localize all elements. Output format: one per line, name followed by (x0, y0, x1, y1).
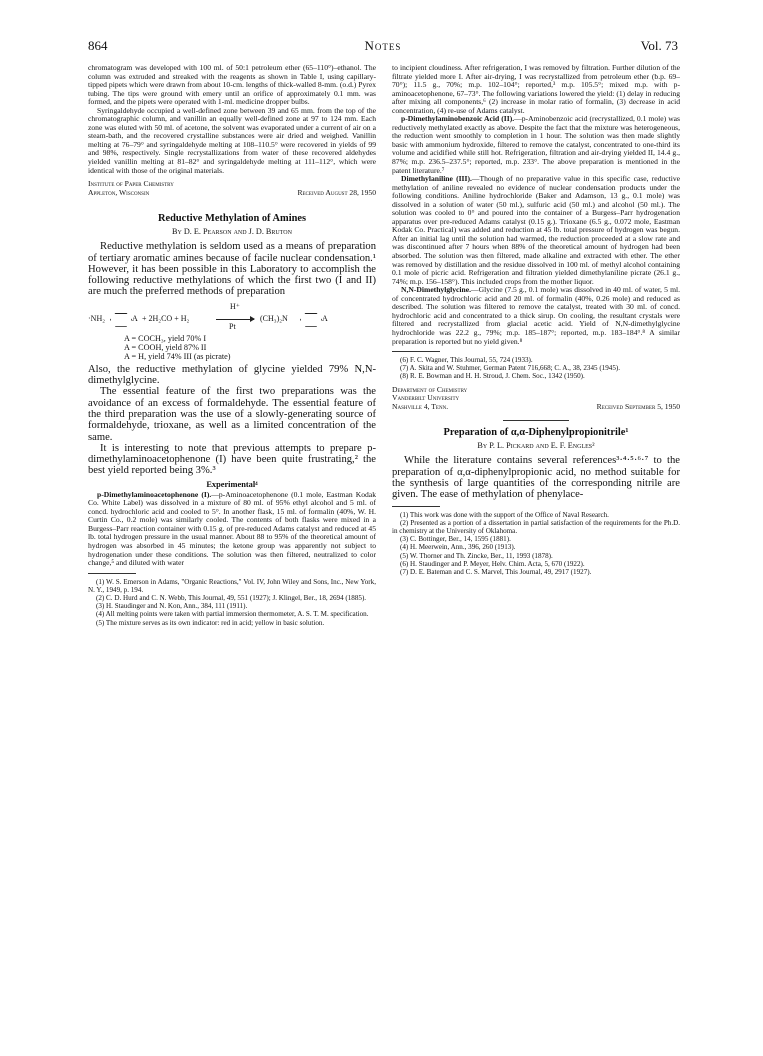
footnote-rule (88, 573, 136, 574)
run-in-heading: p-Dimethylaminobenzoic Acid (II). (401, 114, 515, 124)
footnote: (8) R. E. Bowman and H. H. Stroud, J. Chem. Soc., 1342 (1950). (400, 372, 585, 381)
footnote: (7) D. E. Bateman and C. S. Marvel, This Journal, 49, 2917 (1927). (400, 568, 592, 577)
continued-paragraph: to incipient cloudiness. After refrigeration, I was removed by filtration. Further dilution of the filtrate yielded more I. After air-drying, I was recrystallized from petroleum ether (b.p. 69–70°); 11.5 g., 70%; m.p. 102–104°; reported,³ m.p. 105.5°; mixed m.p. with p-aminoacetophenone, 67–73°. The following variations lowered the yield: (1) delay in reducing after mixing all components,⁶ (2) increase in molar ratio of formalin, (3) decrease in acid concentration, (4) re-use of Adams catalyst. (392, 64, 680, 115)
experimental-paragraph (392, 175, 680, 286)
substituent-a: A (322, 313, 328, 323)
article-title: Reductive Methylation of Amines (157, 213, 307, 225)
footnote: (5) W. Thorner and Th. Zincke, Ber., 11, 1993 (1878). (400, 551, 553, 560)
list-item: A = COCH₃, yield 70% I (124, 333, 207, 343)
footnote: (1) W. S. Emerson in Adams, "Organic Reactions," Vol. IV, John Wiley and Sons, Inc., New York, N. Y., 1949, p. 194. (88, 577, 376, 594)
catalyst-metal: Pt (229, 321, 236, 331)
reaction-arrow-icon (216, 319, 254, 320)
page-header (88, 38, 678, 56)
location: Nashville 4, Tenn. (392, 401, 449, 411)
footnote: (1) This work was done with the support of the Office of Naval Research. (400, 510, 609, 519)
body-paragraph: It is interesting to note that previous attempts to prepare p-dimethylaminoacetophenone (I) have been quite frustrating,² the best yield reported being 3%.³ (88, 442, 376, 477)
left-column (88, 64, 376, 1024)
benzene-ring-icon (300, 313, 322, 327)
received-date: Received August 28, 1950 (297, 187, 376, 197)
footnote: (6) H. Staudinger and P. Meyer, Helv. Chim. Acta, 5, 670 (1922). (400, 559, 585, 568)
amine-group: ·NH₂ (88, 313, 106, 323)
experimental-paragraph (392, 286, 680, 346)
footnote: (3) C. Bottinger, Ber., 14, 1595 (1881). (400, 535, 511, 544)
article-authors: By P. L. Pickard and E. F. Engles² (477, 441, 595, 451)
substituent-a: A (132, 313, 138, 323)
body-paragraph: The essential feature of the first two preparations was the avoidance of an excess of formaldehyde. The essential feature of the third preparation was the use of a slowly-generating source of formaldehyde, trioxane, as well as a limited concentration of the same. (88, 386, 376, 443)
experimental-paragraph (392, 115, 680, 175)
footnote: (7) A. Skita and W. Stuhmer, German Patent 716,668; C. A., 38, 2345 (1945). (400, 364, 620, 373)
list-item: A = H, yield 74% III (as picrate) (124, 351, 231, 361)
location: Appleton, Wisconsin (88, 187, 150, 197)
department: Department of Chemistry (392, 384, 468, 394)
volume-label: Vol. 73 (640, 38, 678, 53)
substituent-list (124, 334, 376, 361)
footnote: (6) F. C. Wagner, This Journal, 55, 724 (1933). (400, 356, 533, 365)
paragraph-text: —p-Aminoacetophenone (0.1 mole, Eastman Kodak Co. White Label) was dissolved in a mixture of 80 ml. of 95% ethyl alcohol and 5 ml. of concd. hydrochloric acid and cooled to 5°. In another flask, 15 ml. of formalin (40%, W. H. Curtin Co., 0.2 mole) was similarly cooled. The contents of both flasks were mixed in a Burgess–Parr reaction container with 0.15 g. of pre-reduced Adams catalyst and reduced at 45 lb. total hydrogen pressure in the usual manner. About 88 to 95% of the theoretical amount of hydrogen was absorbed in 45 minutes; the ketone group was apparently not subject to hydrogenation under these conditions. The solution was then filtered, neutralized to color change,⁵ and diluted with water (88, 489, 376, 568)
paragraph: Syringaldehyde occupied a well-defined zone between 39 and 65 mm. from the top of the chromatographic column, and vanillin an equally well-defined zone at 97 to 124 mm. Each zone was eluted with 50 ml. of acetone, the solvent was evaporated under a current of air on a steam-bath, and the recovered crystalline substances were air dried and weighed. Vanillin melting at 76–79° and syringaldehyde melting at 108–110.5° were recovered in yields of 99 and 98%, respectively. Single recrystallizations from water of these recovered aldehydes yielded vanillin melting at 81–82° and syringaldehyde melting at 111–112°, which were identical with those of the original materials. (88, 105, 376, 175)
footnote-rule (392, 506, 440, 507)
footnote: (4) All melting points were taken with partial immersion thermometer, A. S. T. M. specification. (96, 610, 369, 619)
experimental-paragraph (88, 491, 376, 568)
section-heading: Experimental⁴ (206, 479, 258, 489)
page-number: 864 (88, 38, 108, 53)
list-item: A = COOH, yield 87% II (124, 342, 207, 352)
footnote: (3) H. Staudinger and N. Kon, Ann., 384, 111 (1911). (96, 602, 248, 611)
institution: Institute of Paper Chemistry (88, 179, 174, 189)
affiliation-block (88, 180, 376, 197)
catalyst-acid: H⁺ (230, 301, 240, 311)
paragraph-text: —Though of no preparative value in this specific case, reductive methylation of aniline revealed no evidence of nuclear condensation products under the following conditions. Aniline hydrochloride (Baker and Adamson, 13 g., 0.1 mole) was dissolved in a solution of water (50 ml.), sulfuric acid (50 ml.) and alcohol (50 ml.). The solution was cooled to 0° and poured into the container of a Burgess–Parr hydrogenation apparatus over pre-reduced Adams catalyst (0.15 g.). Trioxane (6.5 g., 0.072 mole, Eastman Kodak Co. Practical) was added and reduction at 45 lb. total pressure of hydrogen was begun. After an initial lag until the solution had warmed, the reduction proceeded at a slow rate and was discontinued after 7 hours when 88% of the theoretical amount of hydrogen had been absorbed. The solution was then filtered, made alkaline and extracted with ether. The ether was removed by distillation and the residue dissolved in 100 ml. of methyl alcohol containing 0.1 mole of picric acid. Refrigeration and filtration yielded dimethylaniline picrate (26.1 g., 74%; m.p. 156–158°). This included crops from the mother liquor. (392, 174, 680, 286)
benzene-ring-icon (110, 313, 132, 327)
dimethylamino-group: (CH₃)₂N (260, 313, 288, 323)
affiliation-block (392, 386, 680, 412)
paragraph-text: —p-Aminobenzoic acid (recrystallized, 0.1 mole) was reductively methylated exactly as above. Despite the fact that the mixture was heterogeneous, the reduction went smoothly to completion in 1 hour. The solution was then made slightly basic with ammonium hydroxide, filtered to remove the catalyst, concentrated to one-third its volume and acidified while still hot. Refrigeration, filtration and air-drying yielded II, 14.4 g., 87%; m.p. 236.5–237.5°; reported, m.p. 233°. The above preparation is mentioned in the patent literature.⁷ (392, 114, 680, 175)
article-separator (503, 420, 569, 421)
received-date: Received September 5, 1950 (596, 401, 680, 411)
reaction-equation (88, 300, 376, 334)
body-paragraph: Reductive methylation is seldom used as a means of preparation of tertiary aromatic amines because of facile nuclear condensation.¹ However, it has been possible in this Laboratory to accomplish the following reductive methylations of which the first two (I and II) are much the preferred methods of preparation (88, 241, 376, 298)
footnote: (2) C. D. Hurd and C. N. Webb, This Journal, 49, 551 (1927); J. Klingel, Ber., 18, 2694 (1885). (96, 594, 367, 603)
footnote: (4) H. Meerwein, Ann., 396, 260 (1913). (400, 543, 516, 552)
footnote: (2) Presented as a portion of a dissertation in partial satisfaction of the requirements for the Ph.D. in chemistry at the University of Oklahoma. (392, 518, 680, 536)
article-title: Preparation of α,α-Diphenylpropionitrile¹ (443, 427, 629, 439)
footnote-rule (392, 351, 440, 352)
reagents: + 2H₂CO + H₂ (142, 313, 190, 323)
footnote: (5) The mixture serves as its own indicator: red in acid; yellow in basic solution. (96, 618, 325, 627)
run-in-heading: N,N-Dimethylglycine. (401, 285, 472, 295)
article-authors: By D. E. Pearson and J. D. Bruton (172, 227, 292, 237)
body-paragraph: While the literature contains several references³·⁴·⁵·⁶·⁷ to the preparation of α,α-diphenylpropionic acid, no method suitable for the synthesis of large quantities of the corresponding nitrile are given. The ease of methylation of phenylace- (392, 455, 680, 501)
institution: Vanderbilt University (392, 393, 460, 403)
running-title: Notes (364, 38, 402, 53)
run-in-heading: p-Dimethylaminoacetophenone (I). (97, 489, 212, 499)
continued-paragraph: chromatogram was developed with 100 ml. of 50:1 petroleum ether (65–110°)–ethanol. The column was extruded and streaked with the reagents as shown in Table I, using capillary-tipped pipets which were drawn from about 10-cm. lengths of thick-walled 8-mm. (o.d.) Pyrex tubing. The tips were ground with emery until an orifice of approximately 0.1 mm. was formed, and the pipets were operated with 1-ml. medicine dropper bulbs. (88, 64, 376, 107)
run-in-heading: Dimethylaniline (III). (401, 174, 472, 184)
paragraph-text: —Glycine (7.5 g., 0.1 mole) was dissolved in 40 ml. of water, 5 ml. of concentrated hydrochloric acid and 20 ml. of formalin (40%, 0.26 mole) and reduced as described. The solution was filtered to remove the catalyst, treated with 30 ml. of concd. hydrochloric acid and concentrated to a thick sirup. On cooling, the resultant crystals were filtered and recrystallized from glacial acetic acid. Yield of N,N-dimethylglycine hydrochloride was 22.2 g., 79%; m.p. 185–187°; reported, m.p. 183–184°.⁸ A similar preparation is reported but no yield given.⁸ (392, 285, 680, 346)
right-column (392, 64, 680, 1024)
body-paragraph: Also, the reductive methylation of glycine yielded 79% N,N-dimethylglycine. (88, 363, 376, 387)
